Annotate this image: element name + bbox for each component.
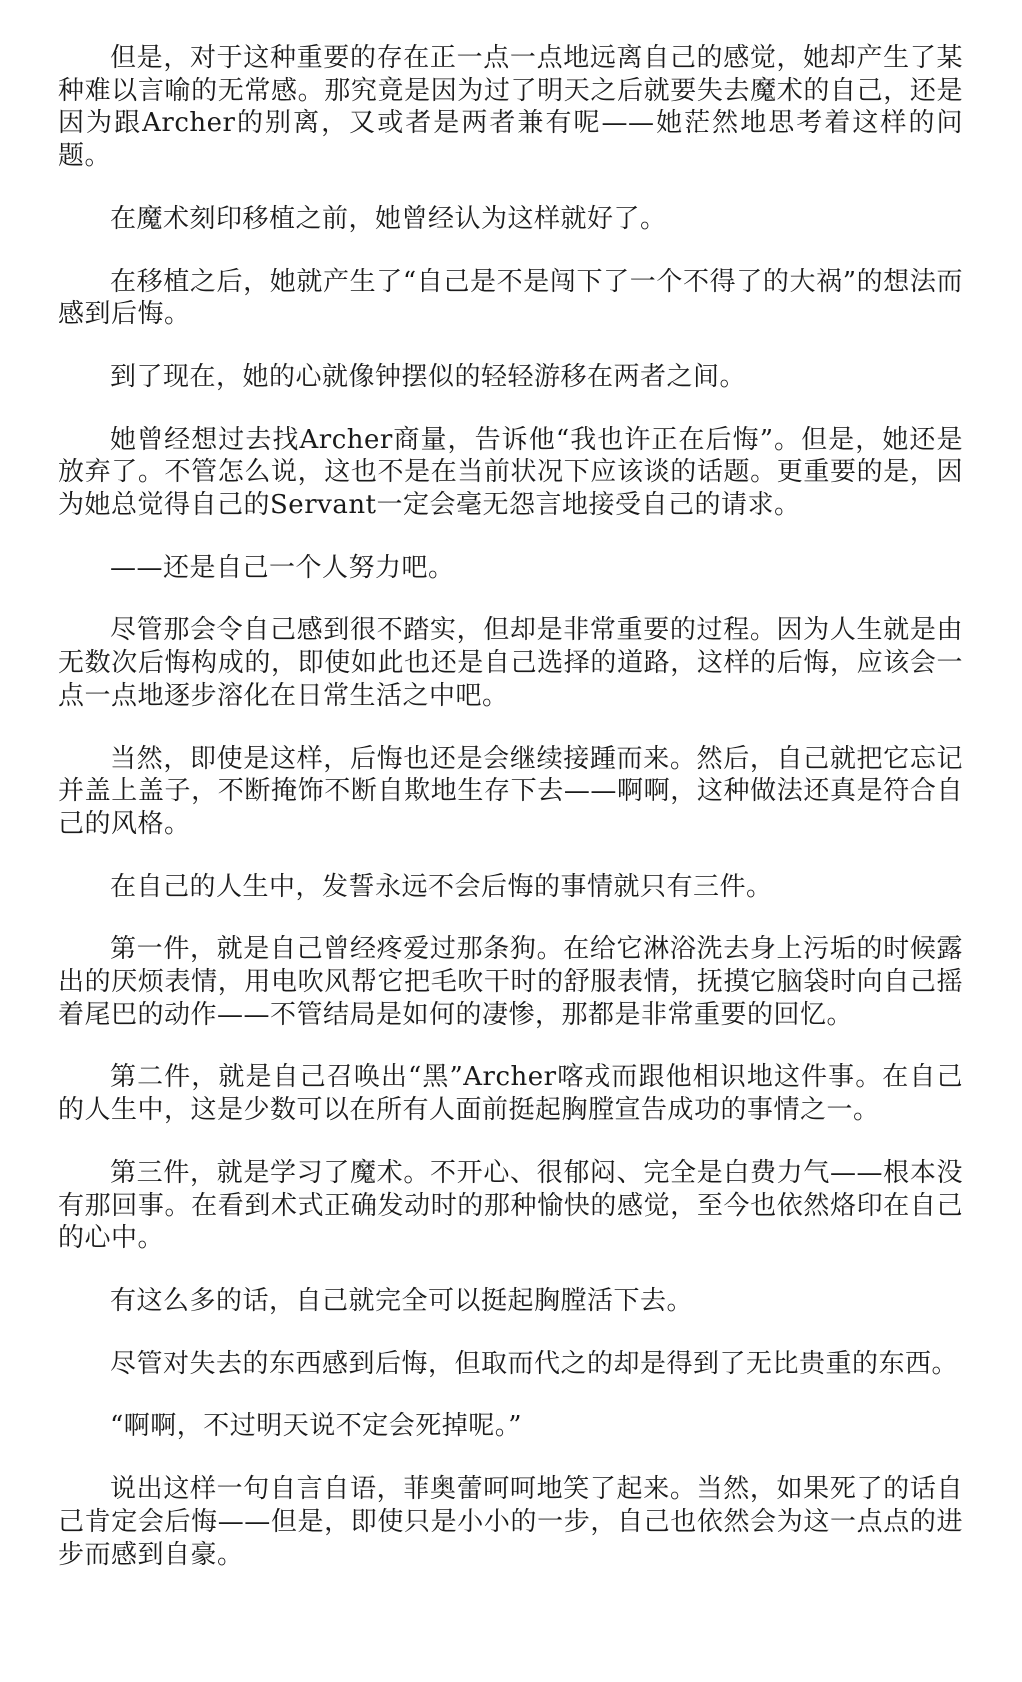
paragraph: 尽管对失去的东西感到后悔，但取而代之的却是得到了无比贵重的东西。: [110, 1348, 959, 1379]
document-body: [58, 42, 963, 1601]
paragraph: 第二件，就是自己召唤出“黑”Archer喀戎而跟他相识地这件事。在自己的人生中，这是少数可以在所有人面前挺起胸膛宣告成功的事情之一。: [58, 1062, 963, 1126]
paragraph: 第三件，就是学习了魔术。不开心、很郁闷、完全是白费力气——根本没有那回事。在看到术式正确发动时的那种愉快的感觉，至今也依然烙印在自己的心中。: [58, 1157, 963, 1254]
paragraph: 有这么多的话，自己就完全可以挺起胸膛活下去。: [110, 1285, 694, 1316]
paragraph: “啊啊，不过明天说不定会死掉呢。”: [110, 1411, 523, 1442]
paragraph: 说出这样一句自言自语，菲奥蕾呵呵地笑了起来。当然，如果死了的话自己肯定会后悔——但是，即使只是小小的一步，自己也依然会为这一点点的进步而感到自豪。: [58, 1474, 963, 1570]
paragraph: 第一件，就是自己曾经疼爱过那条狗。在给它淋浴洗去身上污垢的时候露出的厌烦表情，用电吹风帮它把毛吹干时的舒服表情，抚摸它脑袋时向自己摇着尾巴的动作——不管结局是如何的凄惨，那都是非常重要的回忆。: [58, 934, 963, 1030]
paragraph: 但是，对于这种重要的存在正一点一点地远离自己的感觉，她却产生了某种难以言喻的无常感。那究竟是因为过了明天之后就要失去魔术的自己，还是因为跟Archer的别离，又或者是两者兼有呢——她茫然地思考着这样的问题。: [58, 43, 963, 172]
paragraph: 在移植之后，她就产生了“自己是不是闯下了一个不得了的大祸”的想法而感到后悔。: [58, 266, 963, 330]
paragraph: 在魔术刻印移植之前，她曾经认为这样就好了。: [110, 203, 667, 234]
paragraph: 到了现在，她的心就像钟摆似的轻轻游移在两者之间。: [110, 361, 747, 392]
paragraph: 尽管那会令自己感到很不踏实，但却是非常重要的过程。因为人生就是由无数次后悔构成的，即使如此也还是自己选择的道路，这样的后悔，应该会一点一点地逐步溶化在日常生活之中吧。: [58, 615, 963, 711]
paragraph: 在自己的人生中，发誓永远不会后悔的事情就只有三件。: [110, 871, 773, 902]
paragraph: 当然，即使是这样，后悔也还是会继续接踵而来。然后，自己就把它忘记并盖上盖子，不断掩饰不断自欺地生存下去——啊啊，这种做法还真是符合自己的风格。: [58, 743, 963, 839]
paragraph: 她曾经想过去找Archer商量，告诉他“我也许正在后悔”。但是，她还是放弃了。不管怎么说，这也不是在当前状况下应该谈的话题。更重要的是，因为她总觉得自己的Servant一定会毫无怨言地接受自己的请求。: [58, 424, 963, 521]
paragraph: ——还是自己一个人努力吧。: [110, 552, 455, 583]
